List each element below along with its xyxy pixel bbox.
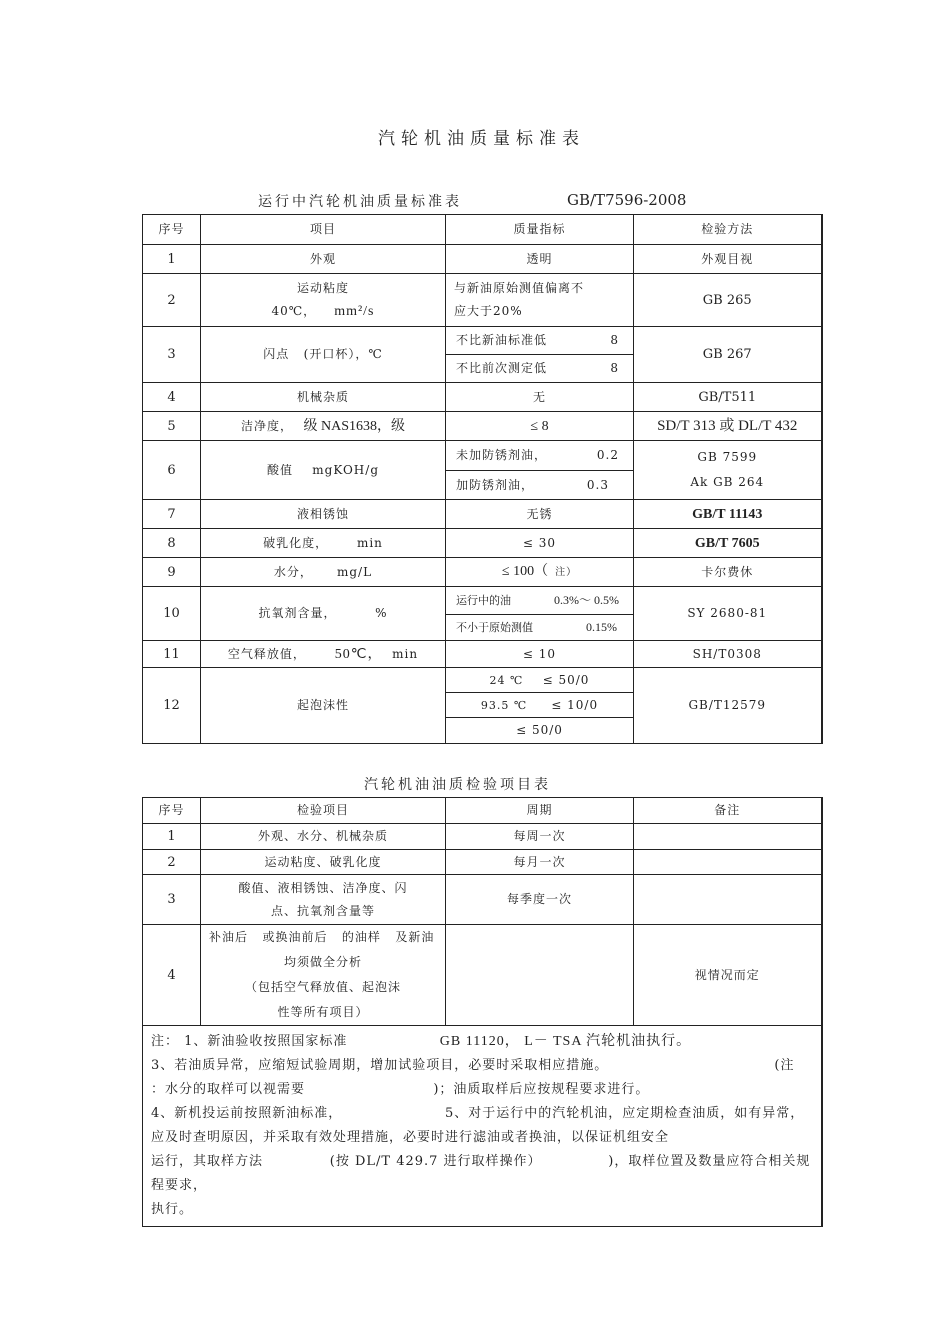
table-row [143,245,822,274]
row-value: ≤ 100（ 注） [446,558,634,587]
header-period: 周期 [446,798,634,824]
table-row [143,441,822,471]
row-no: 8 [143,529,201,558]
row-no: 2 [143,274,201,327]
row-no: 3 [143,327,201,383]
table-row [143,529,822,558]
row-no: 1 [143,824,201,850]
row-method: SH/T0308 [634,641,822,668]
row-item: 运动粘度、破乳化度 [201,850,446,875]
table-row [143,641,822,668]
row-no: 1 [143,245,201,274]
notes-row [143,1026,822,1227]
row-method: SY 2680-81 [634,587,822,641]
row-item: 破乳化度， min [201,529,446,558]
table-header-row [143,798,822,824]
table-row [143,875,822,925]
row-value: 与新油原始测值偏离不 应大于20% [446,274,634,327]
row-period [446,925,634,1026]
table-row [143,383,822,412]
row-item: 补油后 或换油前后 的油样 及新油 均须做全分析 （包括空气释放值、起泡沫 性等所有项目） [201,925,446,1026]
row-no: 10 [143,587,201,641]
row-value: 不小于原始测值 0.15% [446,615,634,641]
header-no: 序号 [143,215,201,245]
row-no: 4 [143,383,201,412]
row-no: 2 [143,850,201,875]
header-no: 序号 [143,798,201,824]
row-no: 6 [143,441,201,500]
header-item: 检验项目 [201,798,446,824]
page-title: 汽轮机油质量标准表 [378,129,585,149]
row-method: 外观目视 [634,245,822,274]
table-row [143,824,822,850]
row-value: 不比新油标准低 8 [446,327,634,355]
row-note: 视情况而定 [634,925,822,1026]
row-no: 11 [143,641,201,668]
row-method: GB 7599 Ak GB 264 [634,441,822,500]
table-row [143,850,822,875]
table-header-row [143,215,822,245]
row-value: 加防锈剂油， 0.3 [446,471,634,500]
row-value: 无 [446,383,634,412]
row-value: 透明 [446,245,634,274]
table1-caption: 运行中汽轮机油质量标准表 [258,194,462,210]
row-item: 空气释放值， 50℃， min [201,641,446,668]
row-period: 每周一次 [446,824,634,850]
row-method: SD/T 313 或 DL/T 432 [634,412,822,441]
table-row [143,500,822,529]
row-item: 酸值、液相锈蚀、洁净度、闪 点、抗氧剂含量等 [201,875,446,925]
row-value: ≤ 10 [446,641,634,668]
table-row [143,925,822,1026]
notes-block: 注： 1、新油验收按照国家标准 GB 11120， L－ TSA 汽轮机油执行。 3、若油质异常，应缩短试验周期，增加试验项目，必要时采取相应措施。 (注 ：水分的取样可以视需要 )；油质取样后应按规程要求进行。 4、新机投运前按照新油标准， 5、对于运行中的汽轮机油，应定期检查油质，如有异常， 应及时查明原因，并采取有效处理措施，必要时进行滤油或者换油，以保证机组安全 运行，其取样方法 (按 DL/T 429.7 进行取样操作） )，取样位置及数量应符合相关规程要求， 执行。 [143,1026,822,1227]
row-value: 24 ℃ ≤ 50/0 [446,668,634,693]
row-item: 外观、水分、机械杂质 [201,824,446,850]
row-value: 无锈 [446,500,634,529]
table-row [143,412,822,441]
table-row [143,668,822,693]
row-no: 3 [143,875,201,925]
row-item: 外观 [201,245,446,274]
row-note [634,875,822,925]
table-row [143,587,822,615]
row-item: 液相锈蚀 [201,500,446,529]
row-value: 运行中的油 0.3%～ 0.5% [446,587,634,615]
row-item: 起泡沫性 [201,668,446,744]
row-method: 卡尔费休 [634,558,822,587]
row-no: 9 [143,558,201,587]
inspection-items-table [142,797,823,1227]
header-method: 检验方法 [634,215,822,245]
row-item: 闪点 (开口杯），℃ [201,327,446,383]
row-no: 7 [143,500,201,529]
row-item: 运动粘度 40℃， mm²/s [201,274,446,327]
row-method: GB 267 [634,327,822,383]
header-value: 质量指标 [446,215,634,245]
row-item: 机械杂质 [201,383,446,412]
row-value: 未加防锈剂油， 0.2 [446,441,634,471]
row-value: ≤ 50/0 [446,718,634,744]
row-item: 洁净度， 级 NAS1638，级 [201,412,446,441]
row-method: GB/T 7605 [634,529,822,558]
row-value: ≤ 30 [446,529,634,558]
row-note [634,824,822,850]
table-row [143,558,822,587]
row-period: 每月一次 [446,850,634,875]
row-no: 12 [143,668,201,744]
row-item: 抗氧剂含量， % [201,587,446,641]
table2-caption: 汽轮机油油质检验项目表 [364,777,551,793]
row-period: 每季度一次 [446,875,634,925]
row-note [634,850,822,875]
table-row [143,327,822,355]
row-item: 酸值 mgKOH/g [201,441,446,500]
row-no: 5 [143,412,201,441]
row-method: GB 265 [634,274,822,327]
header-item: 项目 [201,215,446,245]
row-item: 水分， mg/L [201,558,446,587]
row-no: 4 [143,925,201,1026]
row-value: 不比前次测定低 8 [446,355,634,383]
quality-standard-table [142,214,823,744]
row-method: GB/T511 [634,383,822,412]
row-method: GB/T12579 [634,668,822,744]
table-row [143,274,822,327]
row-value: 93.5 ℃ ≤ 10/0 [446,693,634,718]
row-method: GB/T 11143 [634,500,822,529]
header-note: 备注 [634,798,822,824]
row-value: ≤ 8 [446,412,634,441]
table1-standard: GB/T7596-2008 [567,191,687,209]
